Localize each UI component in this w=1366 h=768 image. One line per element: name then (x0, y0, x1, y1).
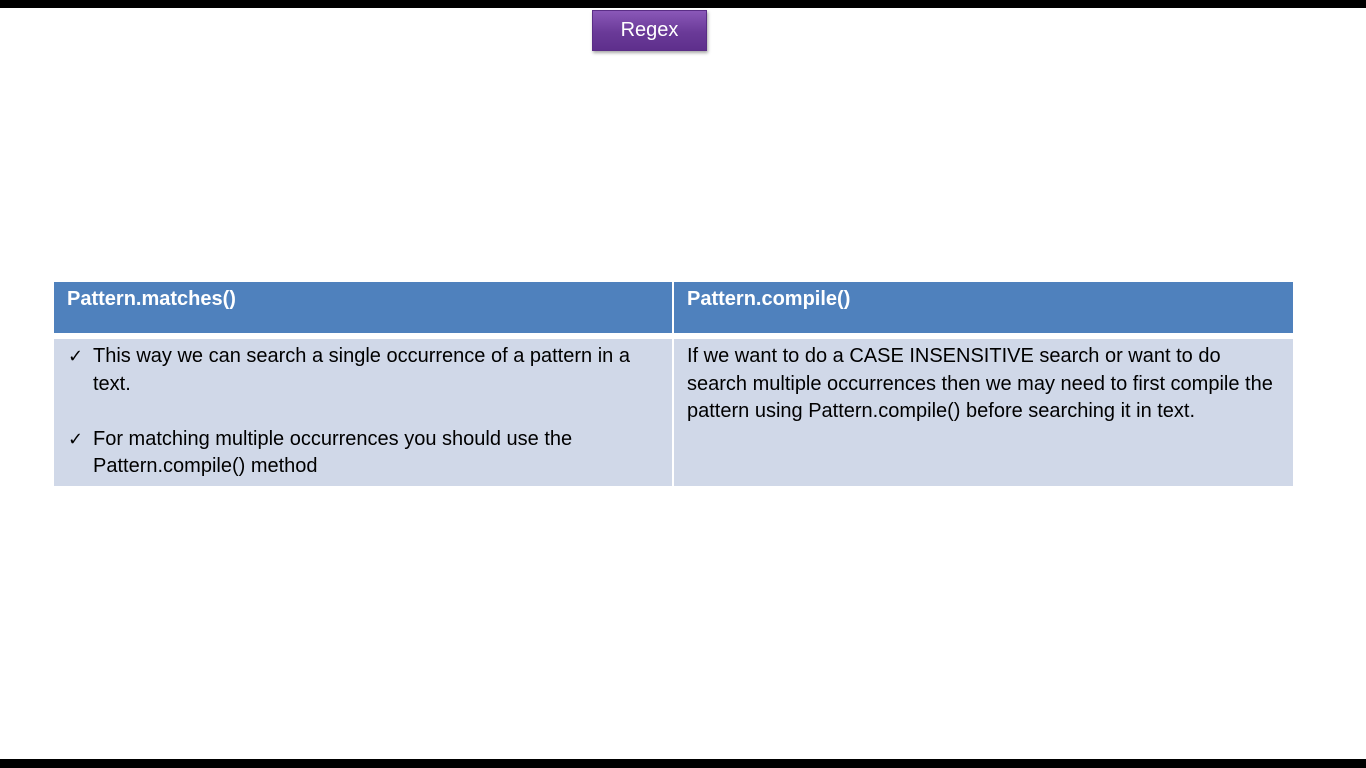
bullet-text: For matching multiple occurrences you should use the Pattern.compile() method (93, 427, 573, 477)
header-pattern-compile: Pattern.compile() (673, 282, 1293, 333)
cell-pattern-matches (54, 339, 673, 486)
checkmark-icon: ✓ (68, 428, 84, 450)
list-item (67, 343, 659, 398)
header-pattern-matches: Pattern.matches() (54, 282, 673, 333)
bottom-bar (0, 759, 1366, 768)
table-row (54, 339, 1293, 486)
checkmark-icon: ✓ (68, 346, 84, 367)
bullet-list (67, 343, 659, 481)
slide-title: Regex (592, 10, 707, 51)
cell-pattern-compile (673, 339, 1293, 486)
table-header-row (54, 282, 1293, 333)
cell-text: If we want to do a CASE INSENSITIVE search or want to do search multiple occurrences then we may need to first compile the pattern using Pattern.compile() before searching it in text. (687, 345, 1273, 422)
list-item (67, 426, 659, 481)
bullet-text: This way we can search a single occurrence of a pattern in a text. (93, 345, 630, 395)
slide (0, 8, 1366, 759)
comparison-table (54, 282, 1293, 486)
